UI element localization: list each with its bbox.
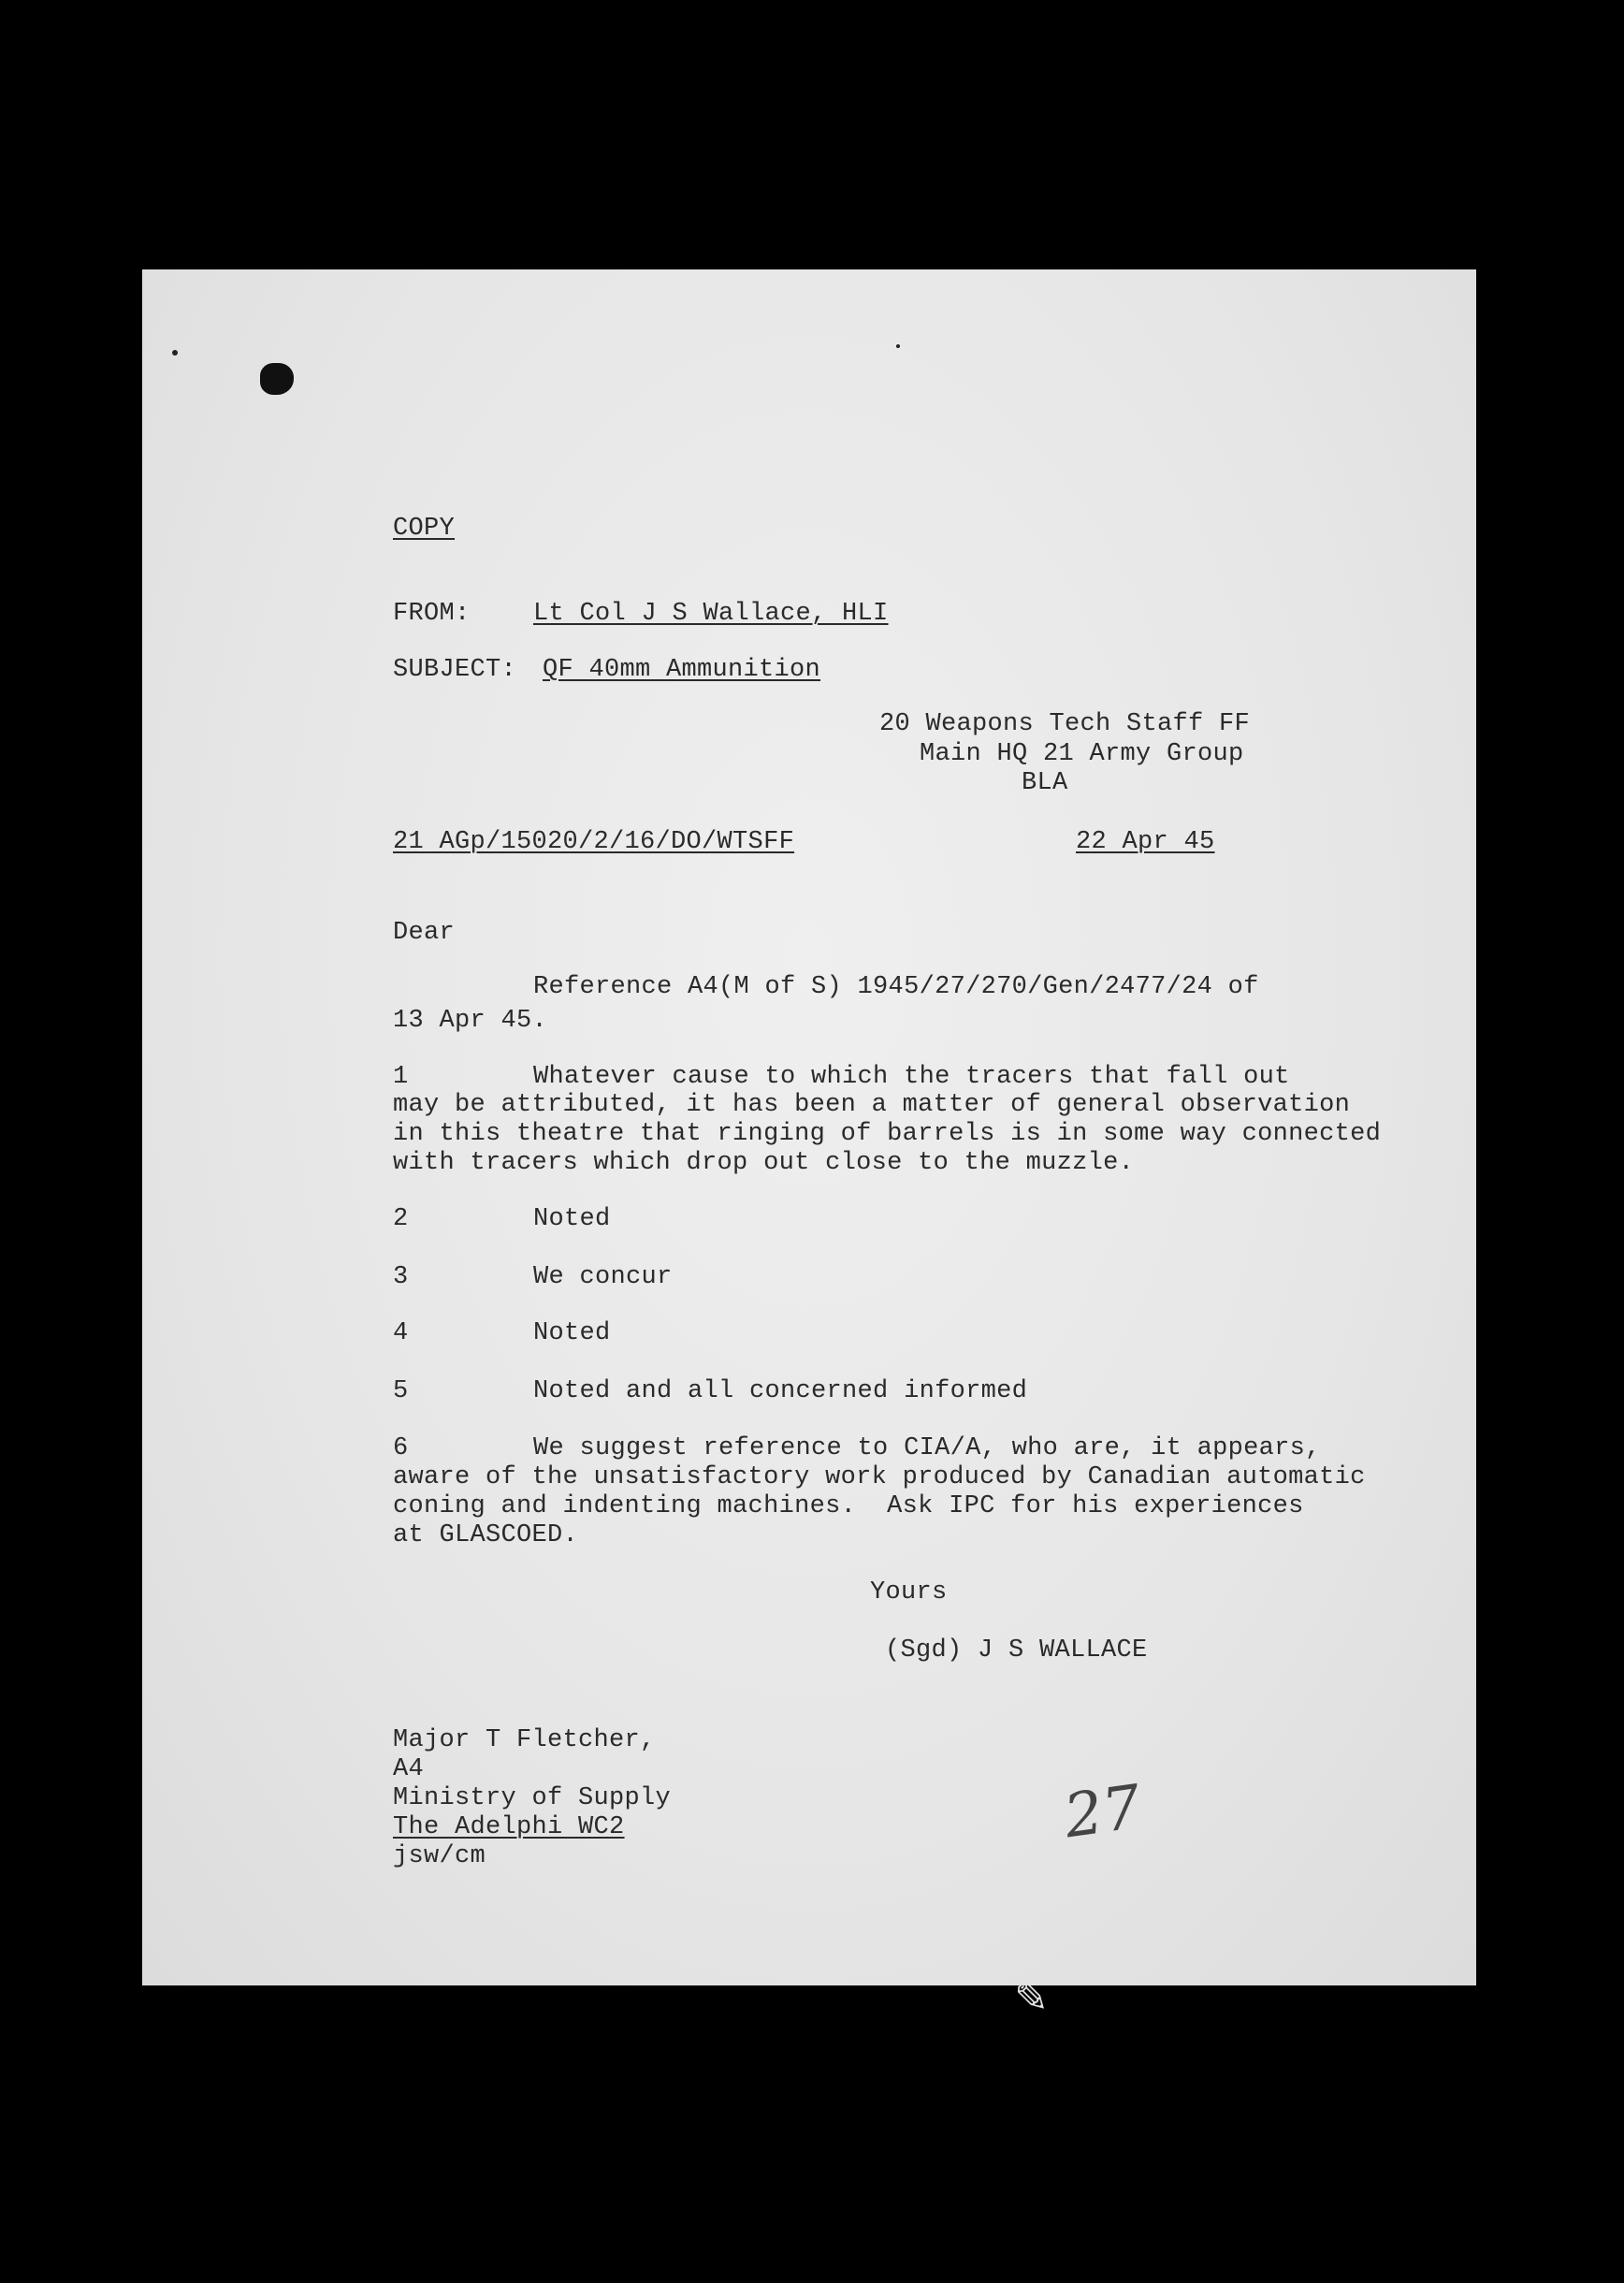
subject-label: SUBJECT:: [393, 656, 517, 684]
paragraph-2-number: 2: [393, 1205, 409, 1233]
address-line-3: BLA: [1022, 769, 1068, 797]
paragraph-6-line-2: aware of the unsatisfactory work produced by Canadian automatic: [393, 1463, 1366, 1491]
copy-heading: COPY: [393, 515, 456, 543]
paragraph-4-number: 4: [393, 1319, 409, 1347]
recipient-line-4: The Adelphi WC2: [393, 1813, 625, 1841]
paragraph-3-text: We concur: [533, 1263, 673, 1291]
recipient-line-1: Major T Fletcher,: [393, 1726, 656, 1754]
from-value: Lt Col J S Wallace, HLI: [533, 600, 889, 628]
intro-line-1: Reference A4(M of S) 1945/27/270/Gen/2477/24 of: [533, 973, 1259, 1001]
paragraph-5-number: 5: [393, 1377, 409, 1405]
closing-yours: Yours: [870, 1578, 948, 1607]
address-line-2: Main HQ 21 Army Group: [920, 740, 1244, 768]
paragraph-1-line-3: in this theatre that ringing of barrels is in some way connected: [393, 1120, 1382, 1148]
subject-value: QF 40mm Ammunition: [543, 656, 821, 684]
salutation: Dear: [393, 919, 456, 947]
recipient-line-2: A4: [393, 1755, 425, 1783]
paragraph-5-text: Noted and all concerned informed: [533, 1377, 1028, 1405]
reference-number: 21 AGp/15020/2/16/DO/WTSFF: [393, 828, 795, 856]
recipient-line-5: jsw/cm: [393, 1842, 486, 1870]
intro-line-2: 13 Apr 45.: [393, 1007, 548, 1035]
handwritten-page-number: 27: [1060, 1772, 1146, 1853]
paragraph-2-text: Noted: [533, 1205, 611, 1233]
paragraph-6-line-4: at GLASCOED.: [393, 1521, 579, 1549]
paragraph-1-line-2: may be attributed, it has been a matter of general observation: [393, 1091, 1351, 1119]
speck: [172, 350, 178, 356]
paragraph-6-number: 6: [393, 1434, 409, 1462]
paragraph-1-number: 1: [393, 1063, 409, 1091]
ink-blot: [260, 363, 294, 395]
speck: [896, 344, 900, 348]
paragraph-1-line-4: with tracers which drop out close to the muzzle.: [393, 1149, 1135, 1177]
paragraph-6-line-3: coning and indenting machines. Ask IPC for his experiences: [393, 1492, 1304, 1520]
recipient-line-3: Ministry of Supply: [393, 1784, 672, 1812]
paragraph-4-text: Noted: [533, 1319, 611, 1347]
from-label: FROM:: [393, 600, 471, 628]
signature-line: (Sgd) J S WALLACE: [885, 1636, 1148, 1665]
letter-date: 22 Apr 45: [1076, 828, 1215, 856]
paragraph-6-line-1: We suggest reference to CIA/A, who are, it appears,: [533, 1434, 1321, 1462]
paragraph-1-line-1: Whatever cause to which the tracers that fall out: [533, 1063, 1290, 1091]
archive-stamp-mark: ✎: [1014, 1974, 1049, 2022]
paragraph-3-number: 3: [393, 1263, 409, 1291]
address-line-1: 20 Weapons Tech Staff FF: [879, 710, 1251, 738]
